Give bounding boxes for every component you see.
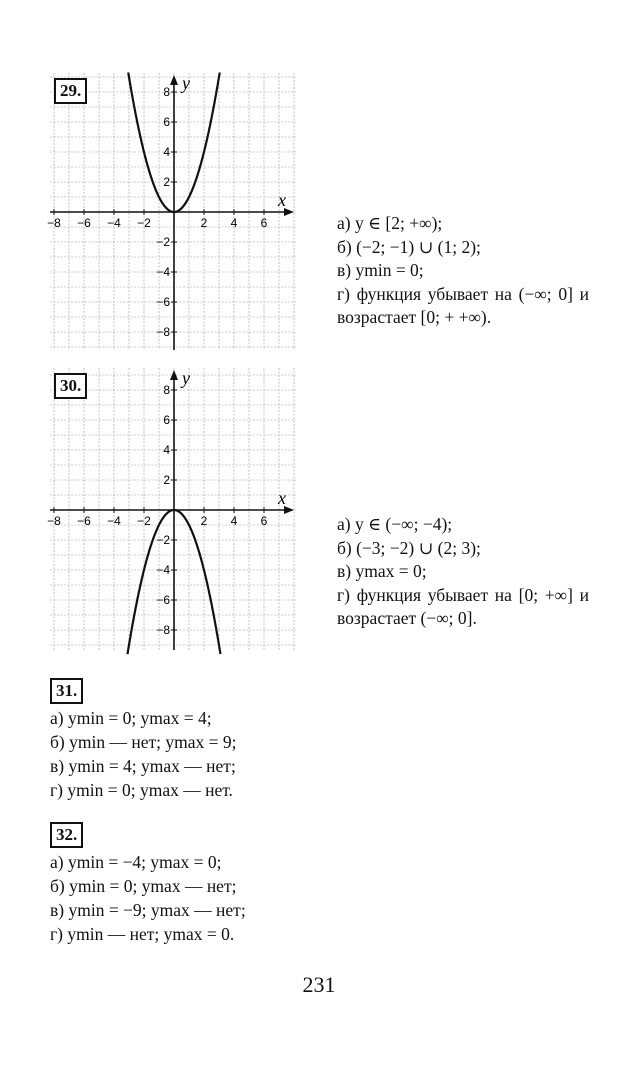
x-tick-label: −6 xyxy=(77,216,91,230)
answer-32-c: в) ymin = −9; ymax — нет; xyxy=(50,900,246,920)
y-tick-label: 2 xyxy=(163,175,170,189)
y-tick-label: 2 xyxy=(163,473,170,487)
answer-32-a: а) ymin = −4; ymax = 0; xyxy=(50,852,222,872)
page-number: 231 xyxy=(302,972,336,997)
x-tick-label: −6 xyxy=(77,514,91,528)
x-tick-label: 2 xyxy=(200,216,208,230)
y-tick-label: 8 xyxy=(163,383,170,397)
answer-30-c: в) ymax = 0; xyxy=(337,561,427,581)
y-tick-label: 6 xyxy=(163,413,170,427)
y-tick-label: −6 xyxy=(156,593,170,607)
answer-32-b: б) ymin = 0; ymax — нет; xyxy=(50,876,237,896)
graph-problem-29 xyxy=(47,73,296,350)
y-tick-label: −4 xyxy=(156,265,170,279)
x-axis-label: x xyxy=(278,488,286,508)
y-tick-label: −6 xyxy=(156,295,170,309)
answer-30-d: г) функция убывает на [0; +∞] и возрастает (−∞; 0]. xyxy=(337,584,589,628)
graph-problem-30 xyxy=(47,368,296,650)
problem-number-30: 30. xyxy=(54,373,87,399)
y-tick-label: 4 xyxy=(163,443,170,457)
answers-problem-30 xyxy=(337,513,589,631)
graph-svg-29 xyxy=(47,73,296,350)
x-tick-label: −4 xyxy=(107,514,121,528)
y-tick-label: 6 xyxy=(163,115,170,129)
answer-31-d: г) ymin = 0; ymax — нет. xyxy=(50,780,233,800)
x-axis-label: x xyxy=(278,190,286,210)
x-tick-label: −4 xyxy=(107,216,121,230)
answer-30-a: а) y ∈ (−∞; −4); xyxy=(337,514,453,534)
problem-number-32: 32. xyxy=(50,822,83,848)
y-tick-label: −8 xyxy=(156,325,170,339)
x-tick-label: 4 xyxy=(230,514,238,528)
answer-29-a: а) y ∈ [2; +∞); xyxy=(337,213,443,233)
answer-29-d: г) функция убывает на (−∞; 0] и возрастает [0; + +∞). xyxy=(337,283,589,327)
answers-problem-32 xyxy=(50,850,246,946)
answers-problem-29 xyxy=(337,212,589,330)
answer-30-b: б) (−3; −2) ∪ (2; 3); xyxy=(337,537,481,558)
y-axis-arrow xyxy=(170,75,178,85)
y-tick-label: −2 xyxy=(156,533,170,547)
answer-31-a: а) ymin = 0; ymax = 4; xyxy=(50,708,212,728)
answer-31-c: в) ymin = 4; ymax — нет; xyxy=(50,756,236,776)
answer-29-c: в) ymin = 0; xyxy=(337,260,424,280)
y-tick-label: −8 xyxy=(156,623,170,637)
x-tick-label: −2 xyxy=(137,514,151,528)
answer-29-b: б) (−2; −1) ∪ (1; 2); xyxy=(337,236,481,257)
answers-problem-31 xyxy=(50,706,236,802)
y-tick-label: 8 xyxy=(163,85,170,99)
y-axis-label: y xyxy=(182,368,190,388)
y-tick-label: −4 xyxy=(156,563,170,577)
x-tick-label: 2 xyxy=(200,514,208,528)
problem-number-29: 29. xyxy=(54,78,87,104)
y-tick-label: 4 xyxy=(163,145,170,159)
x-tick-label: −8 xyxy=(47,216,61,230)
problem-number-31: 31. xyxy=(50,678,83,704)
graph-svg-30 xyxy=(47,368,296,650)
answer-31-b: б) ymin — нет; ymax = 9; xyxy=(50,732,237,752)
x-tick-label: 6 xyxy=(260,216,268,230)
y-axis-label: y xyxy=(182,73,190,93)
answer-32-d: г) ymin — нет; ymax = 0. xyxy=(50,924,235,944)
x-tick-label: 4 xyxy=(230,216,238,230)
x-tick-label: −2 xyxy=(137,216,151,230)
x-tick-label: −8 xyxy=(47,514,61,528)
y-tick-label: −2 xyxy=(156,235,170,249)
x-tick-label: 6 xyxy=(260,514,268,528)
